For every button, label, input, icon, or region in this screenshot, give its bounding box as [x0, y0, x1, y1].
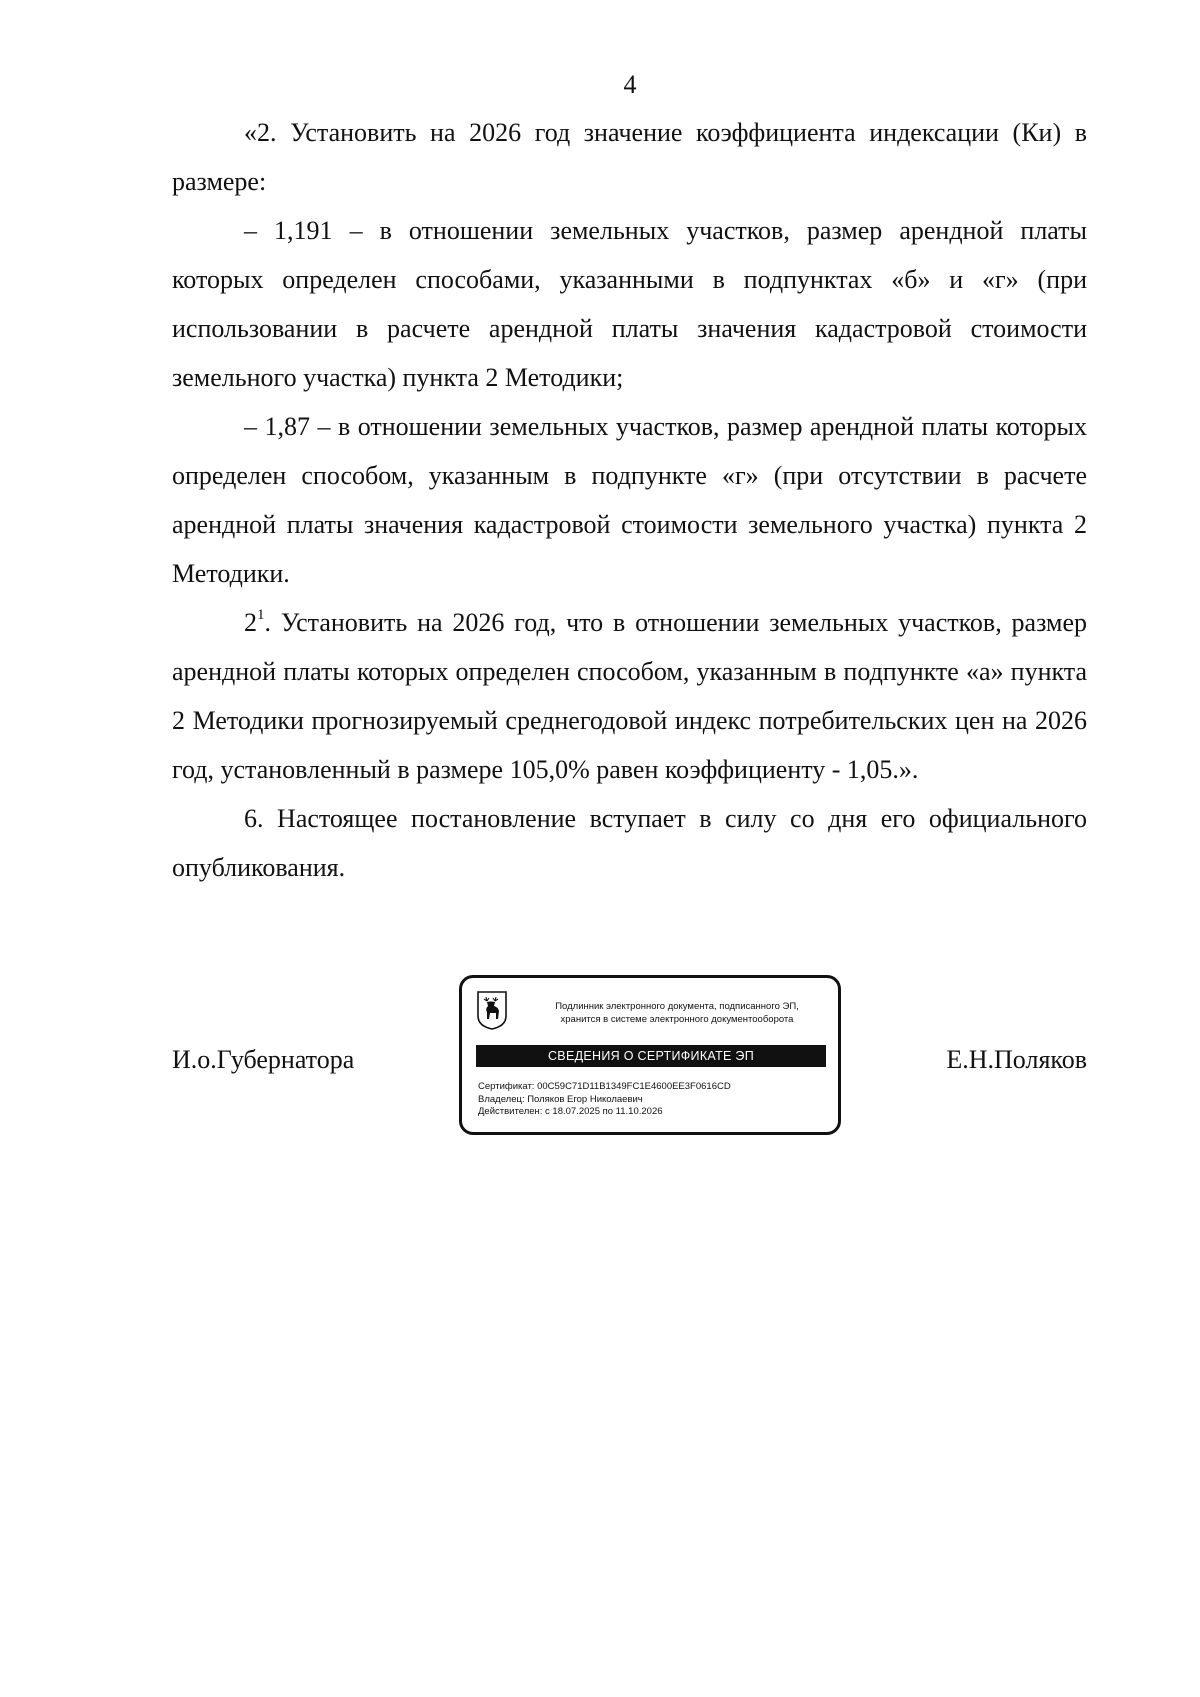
paragraph-cpi-index [172, 598, 1087, 794]
paragraph-coefficient: «2. Установить на 2026 год значение коэффициента индексации (Ки) в размере: [172, 118, 1087, 196]
electronic-signature-stamp [459, 975, 841, 1135]
paragraph-effective-date: 6. Настоящее постановление вступает в силу со дня его официального опубликования. [172, 804, 1087, 882]
paragraph-cpi-text: . Установить на 2026 год, что в отношении земельных участков, размер арендной платы которых определен способом, указанным в подпункте «а» пункта 2 Методики прогнозируемый среднегодовой индекс потребительских цен на 2026 год, установленный в размере 105,0% равен коэффициенту - 1,05.». [172, 608, 1087, 784]
stamp-header-line: Подлинник электронного документа, подписанного ЭП, [555, 1001, 799, 1012]
paragraph-coefficient-1191: – 1,191 – в отношении земельных участков, размер арендной платы которых определен способами, указанными в подпунктах «б» и «г» (при использовании в расчете арендной платы значения кадастровой стоимости земельного участка) пункта 2 Методики; [172, 216, 1087, 392]
signer-title: И.о.Губернатора [172, 1045, 355, 1074]
certificate-owner: Владелец: Поляков Егор Николаевич [478, 1093, 643, 1105]
paragraph-number: 2 [244, 608, 257, 637]
document-body [172, 108, 1087, 892]
stamp-header [524, 1000, 830, 1026]
paragraph-coefficient-187: – 1,87 – в отношении земельных участков, размер арендной платы которых определен способом, указанным в подпункте «г» (при отсутствии в расчете арендной платы значения кадастровой стоимости земельного участка) пункта 2 Методики. [172, 412, 1087, 588]
certificate-number: Сертификат: 00C59C71D11B1349FC1E4600EE3F0616CD [478, 1081, 731, 1092]
coat-of-arms-deer-icon [476, 990, 508, 1030]
page-number: 4 [623, 70, 637, 99]
signer-name: Е.Н.Поляков [946, 1045, 1087, 1074]
stamp-certificate-bar: СВЕДЕНИЯ О СЕРТИФИКАТЕ ЭП [476, 1045, 826, 1067]
stamp-details [478, 1081, 731, 1119]
certificate-validity: Действителен: с 18.07.2025 по 11.10.2026 [478, 1106, 663, 1117]
paragraph-superscript: 1 [257, 607, 265, 624]
stamp-header-line: хранится в системе электронного документооборота [560, 1014, 794, 1025]
